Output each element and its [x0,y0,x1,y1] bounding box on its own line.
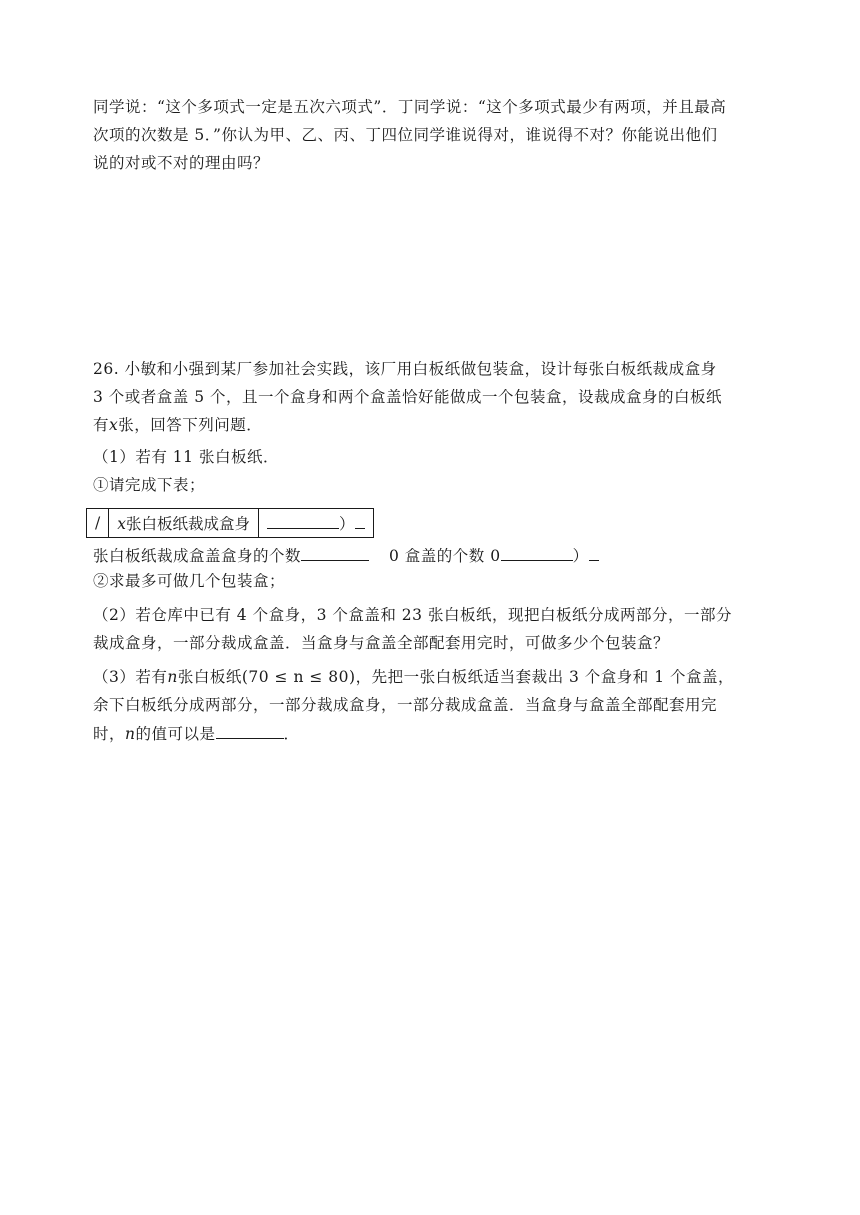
var-n: n [125,725,136,743]
answer-blank[interactable] [301,544,369,561]
answer-blank[interactable] [216,722,284,739]
answer-table [86,508,374,538]
table-cell-suffix: ） [339,515,355,533]
prev-question-line-1: 同学说：“这个多项式一定是五次六项式”．丁同学说：“这个多项式最少有两项，并且最高 [93,98,727,116]
answer-blank[interactable] [267,512,339,529]
part-2-line-1: （2）若仓库中已有 4 个盒身，3 个盒盖和 23 张白板纸，现把白板纸分成两部分，一部分 [93,606,732,624]
after-table-line [93,544,599,567]
part-1-sub-2: ②求最多可做几个包装盒； [93,572,286,590]
part-1-sub-1: ①请完成下表； [93,476,206,494]
q26-line-3-prefix: 有 [93,416,110,434]
part-3-line-3-prefix: 时， [93,725,126,743]
answer-blank[interactable] [501,544,573,561]
after-table-text-2: 0 盒盖的个数 0 [389,547,501,565]
table-cell-body-text: 张白板纸裁成盒身 [125,515,250,533]
part-1-heading: （1）若有 11 张白板纸． [93,448,279,466]
q26-line-1: 26. 小敏和小强到某厂参加社会实践，该厂用白板纸做包装盒，设计每张白板纸裁成盒身 [93,360,717,378]
part-3-line-1 [93,666,734,688]
var-n: n [167,668,178,686]
after-table-suffix: ） [572,547,589,565]
part-3-line-3 [93,722,300,745]
table-cell-slash: / [87,509,109,538]
part-3-prefix: （3）若有 [93,668,168,686]
table-cell-body-label [109,509,259,538]
part-3-line-3-mid: 的值可以是 [135,725,216,743]
part-2-line-2: 裁成盒身，一部分裁成盒盖．当盒身与盒盖全部配套用完时，可做多少个包装盒？ [93,634,670,652]
q26-line-3-rest: 张，回答下列问题． [118,416,263,434]
part-3-condition: 张白板纸(70 ≤ n ≤ 80)，先把一张白板纸适当套裁出 3 个盒身和 1 个盒盖， [177,668,734,686]
table-row [87,509,374,538]
q26-line-3 [93,414,262,436]
table-cell-answer[interactable] [259,509,374,538]
prev-question-line-3: 说的对或不对的理由吗？ [93,154,270,172]
var-x: x [109,416,119,434]
prev-question-line-2: 次项的次数是 5．”你认为甲、乙、丙、丁四位同学谁说得对，谁说得不对？你能说出他们 [93,126,718,144]
answer-blank-tail [589,544,599,561]
q26-line-2: 3 个或者盒盖 5 个，且一个盒身和两个盒盖恰好能做成一个包装盒，设裁成盒身的白板纸 [93,388,723,406]
after-table-text-1: 张白板纸裁成盒盖盒身的个数 [93,547,302,565]
part-3-line-2: 余下白板纸分成两部分，一部分裁成盒身，一部分裁成盒盖．当盒身与盒盖全部配套用完 [93,696,718,714]
answer-blank-tail [355,512,365,529]
var-x: x [117,515,126,533]
part-3-line-3-end: ． [283,725,300,743]
